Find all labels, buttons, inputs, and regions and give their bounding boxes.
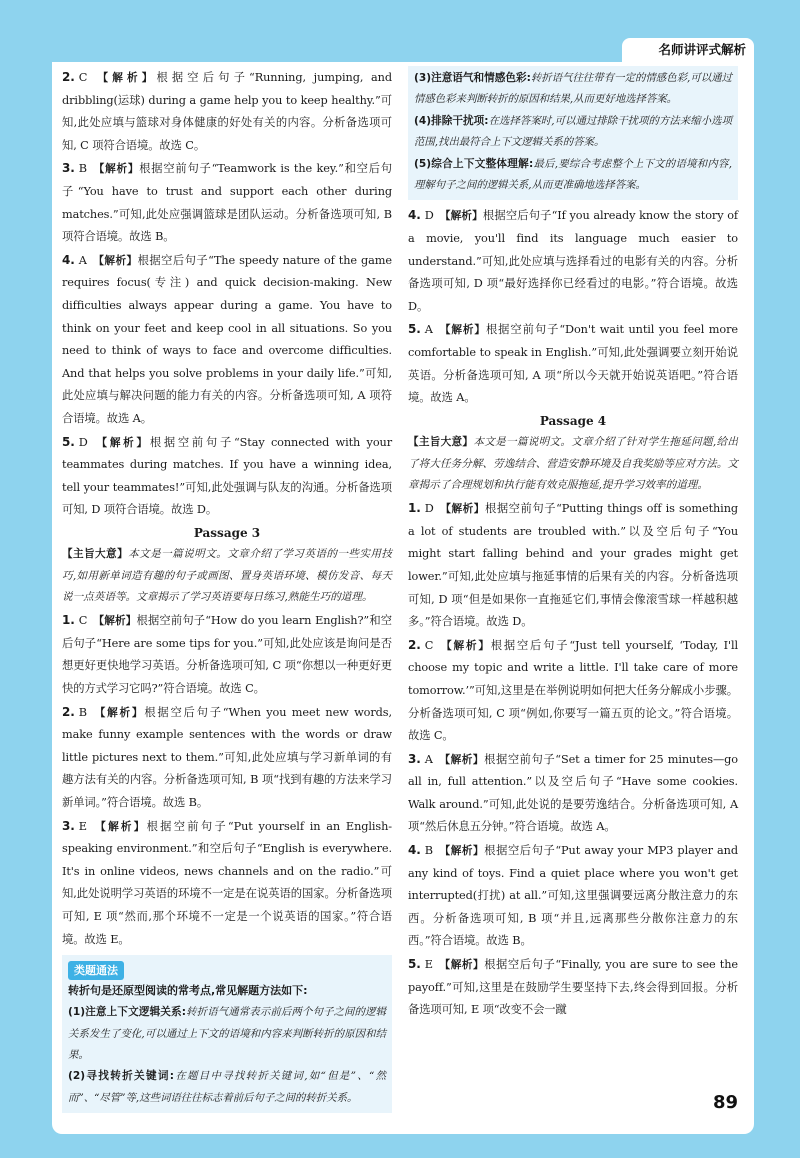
question-item: 1. C 【解析】根据空前句子“How do you learn English?”和空后句子“Here are some tips for you.”可知,此处应该是询问是否想更好更快地学习英语。分析备选项可知, C 项“你想以一种更好更快的方式学习它吗?”符合语境。故选 C。 [62, 613, 392, 696]
tip-item: (2)寻找转折关键词:在题目中寻找转折关键词,如“但是”、“然而”、“尽管”等,这些词语往往标志着前后句子之间的转折关系。 [68, 1070, 386, 1104]
question-item: 5. E 【解析】根据空后句子“Finally, you are sure to see the payoff.”可知,这里是在鼓励学生要坚持下去,终会得到回报。分析备选项可知, E 项“改变不会一蹴 [408, 957, 738, 1017]
passage-summary: 【主旨大意】本文是一篇说明文。文章介绍了针对学生拖延问题,给出了将大任务分解、劳逸结合、营造安静环境及自我奖励等应对方法。文章揭示了合理规划和执行能有效克服拖延,提升学习效率的道理。 [408, 435, 738, 492]
right-column [408, 66, 738, 1022]
left-column [62, 66, 392, 1113]
tip-box [62, 955, 392, 1113]
tip-item: (1)注意上下文逻辑关系:转折语气通常表示前后两个句子之间的逻辑关系发生了变化,可以通过上下文的语境和内容来判断转折的原因和结果。 [68, 1006, 386, 1061]
question-item: 4. D 【解析】根据空后句子“If you already know the story of a movie, you'll find its language much easier to understand.”可知,此处应填与选择看过的电影有关的内容。分析备选项可知, D 项“最好选择你已经看过的电影。”符合语境。故选 D。 [408, 208, 738, 313]
question-item: 5. D 【解析】根据空前句子“Stay connected with your teammates during matches. If you have a winning idea, tell your teammates!”可知,此处强调与队友的沟通。分析备选项可知, D 项符合语境。故选 D。 [62, 434, 392, 517]
question-item: 5. A 【解析】根据空前句子“Don't wait until you feel more comfortable to speak in English.”可知,此处强调要立刻开始说英语。分析备选项可知, A 项“所以今天就开始说英语吧。”符合语境。故选 A。 [408, 322, 738, 405]
question-item: 3. B 【解析】根据空前句子“Teamwork is the key.”和空后句子“You have to trust and support each other during matches.”可知,此处应强调篮球是团队运动。分析备选项可知, B 项符合语境。故选 B。 [62, 161, 393, 244]
question-item: 4. A 【解析】根据空后句子“The speedy nature of the game requires focus(专注) and quick decision-making. New difficulties always appear during a game. You have to think on your feet and keep cool in all situations. So you need to think of ways to face and overcome difficulties. And that helps you solve problems in your daily life.”可知,此处应填与解决问题的能力有关的内容。分析备选项可知, A 项符合语境。故选 A。 [62, 252, 392, 425]
passage-summary: 【主旨大意】本文是一篇说明文。文章介绍了学习英语的一些实用技巧,如用新单词造有趣的句子或画图、置身英语环境、模仿发音、每天说一点英语等。文章揭示了学习英语要每日练习,熟能生巧的道理。 [62, 547, 393, 604]
tip-item: (4)排除干扰项:在选择答案时,可以通过排除干扰项的方法来缩小选项范围,找出最符合上下文逻辑关系的答案。 [414, 114, 732, 149]
tip-title-badge: 类题通法 [68, 961, 124, 980]
question-item: 3. E 【解析】根据空前句子“Put yourself in an English-speaking environment.”和空后句子“English is everywhere. It's in online videos, news channels and on the radio.”可知,此处说明学习英语的环境不一定是在说英语的国家。分析备选项可知, E 项“然而,那个环境不一定是一个说英语的国家。”符合语境。故选 E。 [62, 818, 392, 946]
question-item: 2. C 【解析】根据空后句子“Just tell yourself, ‘Today, I'll choose my topic and write a little. I'll take care of more tomorrow.’”可知,这里是在举例说明如何把大任务分解成小步骤。分析备选项可知, C 项“例如,你要写一篇五页的论文。”符合语境。故选 C。 [408, 637, 738, 743]
page-number: 89 [712, 1092, 738, 1113]
question-item: 2. B 【解析】根据空后句子“When you meet new words, make funny example sentences with the words or draw little pictures next to them.”可知,此处应填与学习新单词的有趣方法有关的内容。分析备选项可知, B 项“找到有趣的方法来学习新单词。”符合语境。故选 B。 [62, 704, 392, 810]
question-item: 1. D 【解析】根据空前句子“Putting things off is something a lot of students are troubled with.”以及空后句子“You might start falling behind and your grades might get lower.”可知,此处应填与拖延事情的后果有关的内容。分析备选项可知, D 项“但是如果你一直拖延它们,事情会像滚雪球一样越积越多。”符合语境。故选 D。 [408, 501, 738, 629]
question-item: 3. A 【解析】根据空前句子“Set a timer for 25 minutes—go all in, full attention.”以及空后句子“Have some cookies. Walk around.”可知,此处说的是要劳逸结合。分析备选项可知, A 项“然后休息五分钟。”符合语境。故选 A。 [408, 751, 738, 834]
question-item: 2. C 【解析】根据空后句子“Running, jumping, and dribbling(运球) during a game help you to keep healthy.”可知,此处应填与篮球对身体健康的好处有关的内容。分析备选项可知, C 项符合语境。故选 C。 [62, 70, 392, 152]
tip-item: (3)注意语气和情感色彩:转折语气往往带有一定的情感色彩,可以通过情感色彩来判断转折的原因和结果,从而更好地选择答案。 [414, 72, 732, 106]
header-title: 名师讲评式解析 [658, 42, 746, 57]
passage-title: Passage 3 [193, 525, 261, 540]
tip-intro: 转折句是还原型阅读的常考点,常见解题方法如下: [68, 984, 308, 998]
tip-item: (5)综合上下文整体理解:最后,要综合考虑整个上下文的语境和内容,理解句子之间的逻辑关系,从而更准确地选择答案。 [414, 157, 732, 192]
tip-box-continued [408, 66, 738, 200]
bottom-band [0, 1134, 800, 1158]
passage-title: Passage 4 [539, 413, 607, 428]
question-item: 4. B 【解析】根据空后句子“Put away your MP3 player and any kind of toys. Find a quiet place where you won't get interrupted(打扰) at all.”可知,这里强调要远离分散注意力的东西。分析备选项可知, B 项“并且,远离那些分散你注意力的东西。”符合语境。故选 B。 [408, 843, 738, 948]
